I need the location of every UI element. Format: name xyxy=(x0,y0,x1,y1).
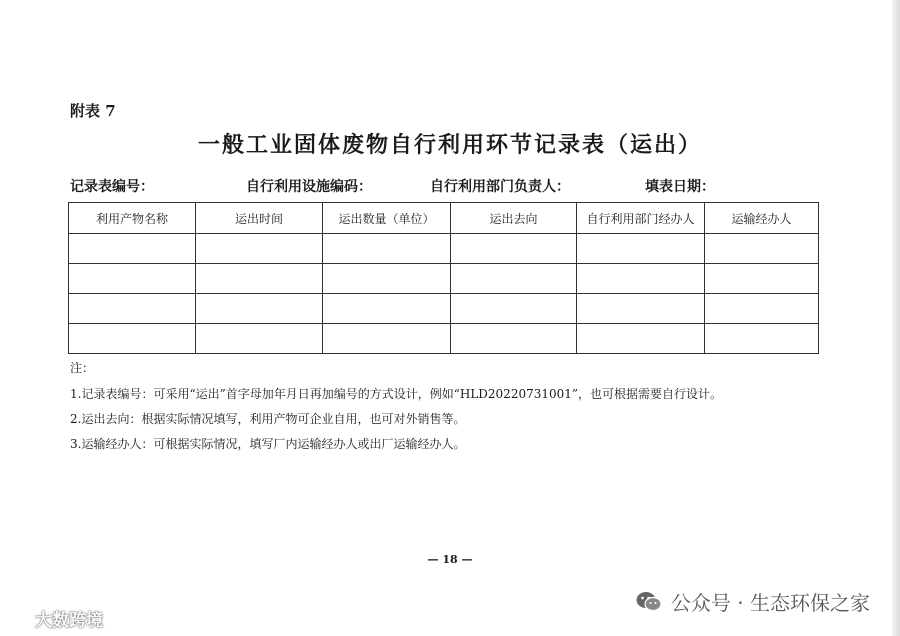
column-header: 运输经办人 xyxy=(705,203,819,234)
table-cell xyxy=(323,234,451,264)
table-cell xyxy=(577,234,705,264)
table-header-row xyxy=(69,203,819,234)
wechat-icon xyxy=(635,590,663,614)
table-row xyxy=(69,234,819,264)
table-cell xyxy=(69,264,196,294)
column-header: 利用产物名称 xyxy=(69,203,196,234)
table-cell xyxy=(196,324,323,354)
column-header: 自行利用部门经办人 xyxy=(577,203,705,234)
table-cell xyxy=(69,324,196,354)
table-cell xyxy=(451,324,577,354)
table-cell xyxy=(705,234,819,264)
annex-label: 附表 7 xyxy=(70,102,116,120)
note-item: 1.记录表编号：可采用“运出”首字母加年月日再加编号的方式设计，例如“HLD20220731001”，也可根据需要自行设计。 xyxy=(70,387,723,401)
table-cell xyxy=(323,264,451,294)
watermark-right xyxy=(635,587,870,616)
meta-record-no: 记录表编号： xyxy=(70,179,154,195)
column-header: 运出去向 xyxy=(451,203,577,234)
meta-facility-no: 自行利用设施编码： xyxy=(246,179,372,195)
table-cell xyxy=(577,264,705,294)
notes-heading: 注： xyxy=(70,361,95,375)
table-cell xyxy=(196,294,323,324)
notes-section xyxy=(70,362,722,463)
watermark-right-text: 公众号 · 生态环保之家 xyxy=(670,591,870,615)
page-title: 一般工业固体废物自行利用环节记录表（运出） xyxy=(197,132,702,158)
table-cell xyxy=(577,324,705,354)
watermark-left-text: 大数跨境 xyxy=(35,611,103,631)
table-row xyxy=(69,294,819,324)
record-table xyxy=(68,202,819,354)
table-row xyxy=(69,324,819,354)
column-header: 运出数量（单位） xyxy=(323,203,451,234)
note-item: 3.运输经办人：可根据实际情况，填写厂内运输经办人或出厂运输经办人。 xyxy=(70,437,466,451)
table-cell xyxy=(577,294,705,324)
page-number: — 18 — xyxy=(427,553,473,566)
watermark-left xyxy=(6,606,103,631)
table-cell xyxy=(196,234,323,264)
column-header: 运出时间 xyxy=(196,203,323,234)
table-cell xyxy=(451,294,577,324)
table-cell xyxy=(323,294,451,324)
table-cell xyxy=(705,294,819,324)
table-cell xyxy=(196,264,323,294)
table-cell xyxy=(705,324,819,354)
meta-dept-head: 自行利用部门负责人： xyxy=(430,179,570,195)
table-cell xyxy=(451,234,577,264)
table-cell xyxy=(69,294,196,324)
table-cell xyxy=(323,324,451,354)
table-row xyxy=(69,264,819,294)
table-cell xyxy=(705,264,819,294)
kol-logo-icon xyxy=(6,611,32,627)
note-item: 2.运出去向：根据实际情况填写，利用产物可企业自用，也可对外销售等。 xyxy=(70,412,466,426)
table-cell xyxy=(451,264,577,294)
table-cell xyxy=(69,234,196,264)
meta-fill-date: 填表日期： xyxy=(645,179,715,195)
scan-edge xyxy=(892,0,900,636)
